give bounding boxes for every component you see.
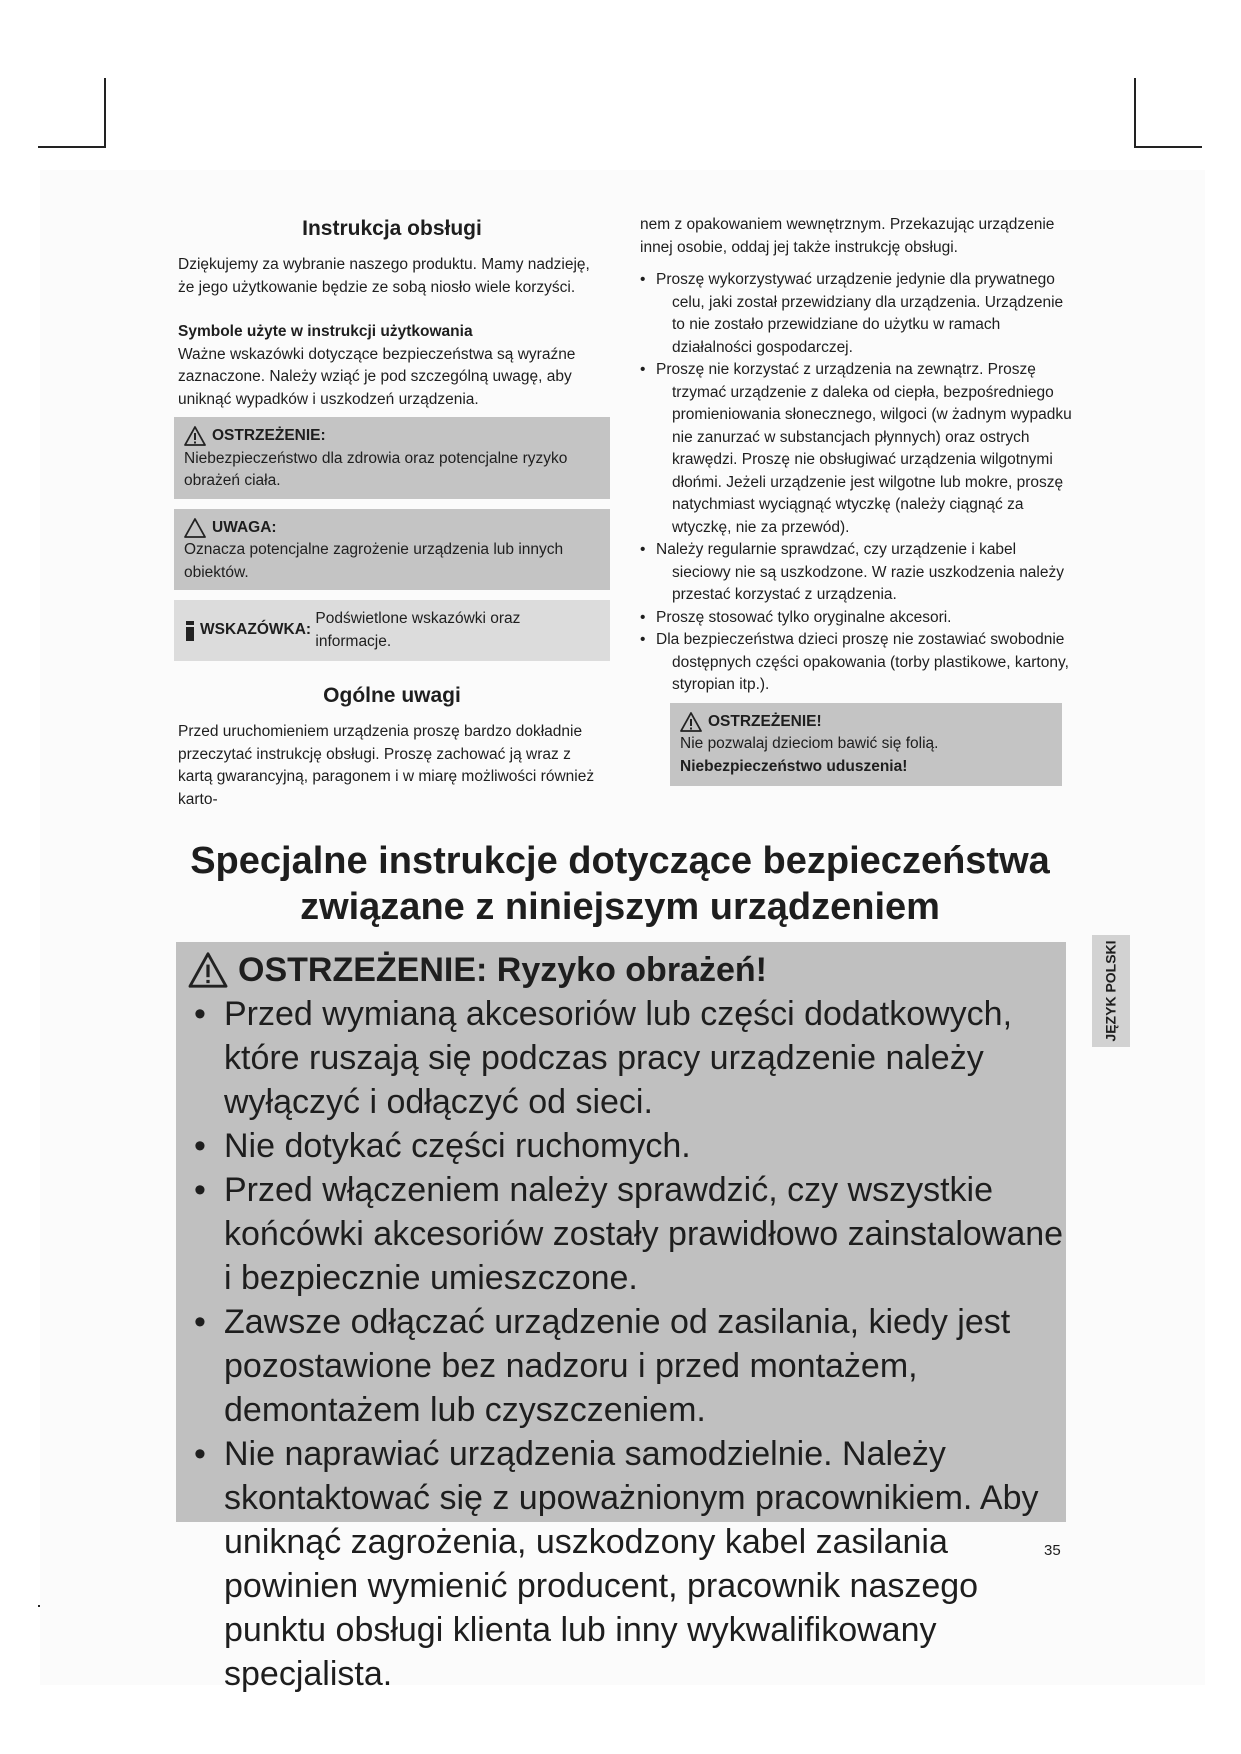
- list-item: • Przed włączeniem należy sprawdzić, czy wszystkie końcówki akcesoriów zostały prawidłowo zainstalowane i bezpiecznie umieszczone.: [188, 1168, 1066, 1300]
- hint-label: WSKAZÓWKA:: [200, 621, 312, 639]
- list-item: • Należy regularnie sprawdzać, czy urządzenie i kabel sieciowy nie są uszkodzone. W razie uszkodzenia należy przestać korzystać z urządzenia.: [640, 539, 1072, 607]
- warning-triangle-icon: [680, 712, 702, 732]
- right-column: [640, 214, 1072, 786]
- manual-title: Instrukcja obsługi: [302, 217, 482, 240]
- list-item: • Przed wymianą akcesoriów lub części dodatkowych, które ruszają się podczas pracy urządzenie należy wyłączyć i odłączyć od sieci.: [188, 992, 1066, 1124]
- warning-label: OSTRZEŻENIE:: [212, 427, 326, 444]
- special-list: [188, 992, 1066, 1696]
- list-item: • Proszę wykorzystywać urządzenie jedynie dla prywatnego celu, jaki został przewidziany dla urządzenia. Urządzenie to nie zostało przewidziane do użytku w ramach działalności gospodarczej.: [640, 269, 1072, 359]
- caution-text: Oznacza potencjalne zagrożenie urządzenia lub innych obiektów.: [184, 541, 564, 581]
- list-item: • Nie naprawiać urządzenia samodzielnie. Należy skontaktować się z upoważnionym pracownikiem. Aby uniknąć zagrożenia, uszkodzony kabel zasilania powinien wymienić producent, pracownik naszego punktu obsługi klienta lub inny wykwalifikowany specjalista.: [188, 1432, 1066, 1696]
- list-item: • Zawsze odłączać urządzenie od zasilania, kiedy jest pozostawione bez nadzoru i przed montażem, demontażem lub czyszczeniem.: [188, 1300, 1066, 1432]
- left-column: [178, 216, 606, 811]
- hint-text: Podświetlone wskazówki oraz informacje.: [315, 610, 521, 650]
- special-title-line1: Specjalne instrukcje dotyczące bezpieczeństwa: [190, 840, 1050, 882]
- page-number: 35: [1044, 1542, 1061, 1559]
- intro-text: Dziękujemy za wybranie naszego produktu. Mamy nadzieję, że jego użytkowanie będzie ze sobą niosło wiele korzyści.: [178, 256, 590, 296]
- language-tab: [1092, 935, 1130, 1047]
- list-item: • Nie dotykać części ruchomych.: [188, 1124, 1066, 1168]
- caution-triangle-icon: [184, 518, 206, 538]
- crop-mark: [104, 78, 106, 148]
- foil-warning-text: Nie pozwalaj dzieciom bawić się folią.: [680, 735, 939, 752]
- crop-mark: [38, 146, 106, 148]
- caution-box: [174, 509, 610, 591]
- list-item: • Proszę stosować tylko oryginalne akcesori.: [640, 607, 1072, 630]
- hint-box: [174, 600, 610, 661]
- foil-warning-box: [670, 703, 1062, 787]
- continued-text: nem z opakowaniem wewnętrznym. Przekazując urządzenie innej osobie, oddaj jej także instrukcję obsługi.: [640, 216, 1055, 256]
- list-item: • Dla bezpieczeństwa dzieci proszę nie zostawiać swobodnie dostępnych części opakowania (torby plastikowe, kartony, styropian itp.).: [640, 629, 1072, 697]
- special-title: [170, 838, 1070, 930]
- info-icon: [184, 620, 196, 642]
- caution-label: UWAGA:: [212, 518, 277, 536]
- special-title-line2: związane z niniejszym urządzeniem: [300, 886, 940, 928]
- list-item: • Proszę nie korzystać z urządzenia na zewnątrz. Proszę trzymać urządzenie z daleka od ciepła, bezpośredniego promieniowania słonecznego, wilgoci (w żadnym wypadku nie zanurzać w substancjach płynnych) oraz ostrych krawędzi. Proszę nie obsługiwać urządzenia wilgotnymi dłońmi. Jeżeli urządzenie jest wilgotne lub mokre, proszę natychmiast wyciągnąć wtyczkę (należy ciągnąć za wtyczkę, nie za przewód).: [640, 359, 1072, 539]
- crop-mark: [1134, 146, 1202, 148]
- general-heading: Ogólne uwagi: [323, 684, 461, 707]
- safety-list: [640, 269, 1072, 697]
- symbols-text: Ważne wskazówki dotyczące bezpieczeństwa są wyraźne zaznaczone. Należy wziąć je pod szczególną uwagę, aby uniknąć wypadków i uszkodzeń urządzenia.: [178, 345, 576, 408]
- warning-triangle-icon: [188, 952, 228, 988]
- foil-warning-bold: Niebezpieczeństwo uduszenia!: [680, 757, 908, 775]
- general-text: Przed uruchomieniem urządzenia proszę bardzo dokładnie przeczytać instrukcję obsługi. Proszę zachować ją wraz z kartą gwarancyjną, paragonem i w miarę możliwości również karto-: [178, 723, 595, 808]
- special-warning-title: OSTRZEŻENIE: Ryzyko obrażeń!: [238, 951, 767, 989]
- foil-warning-label: OSTRZEŻENIE!: [708, 712, 822, 730]
- warning-box: [174, 417, 610, 499]
- language-tab-label: JĘZYK POLSKI: [1103, 940, 1120, 1042]
- symbols-heading: Symbole użyte w instrukcji użytkowania: [178, 323, 473, 340]
- warning-text: Niebezpieczeństwo dla zdrowia oraz potencjalne ryzyko obrażeń ciała.: [184, 449, 568, 489]
- crop-mark: [1134, 78, 1136, 148]
- warning-triangle-icon: [184, 426, 206, 446]
